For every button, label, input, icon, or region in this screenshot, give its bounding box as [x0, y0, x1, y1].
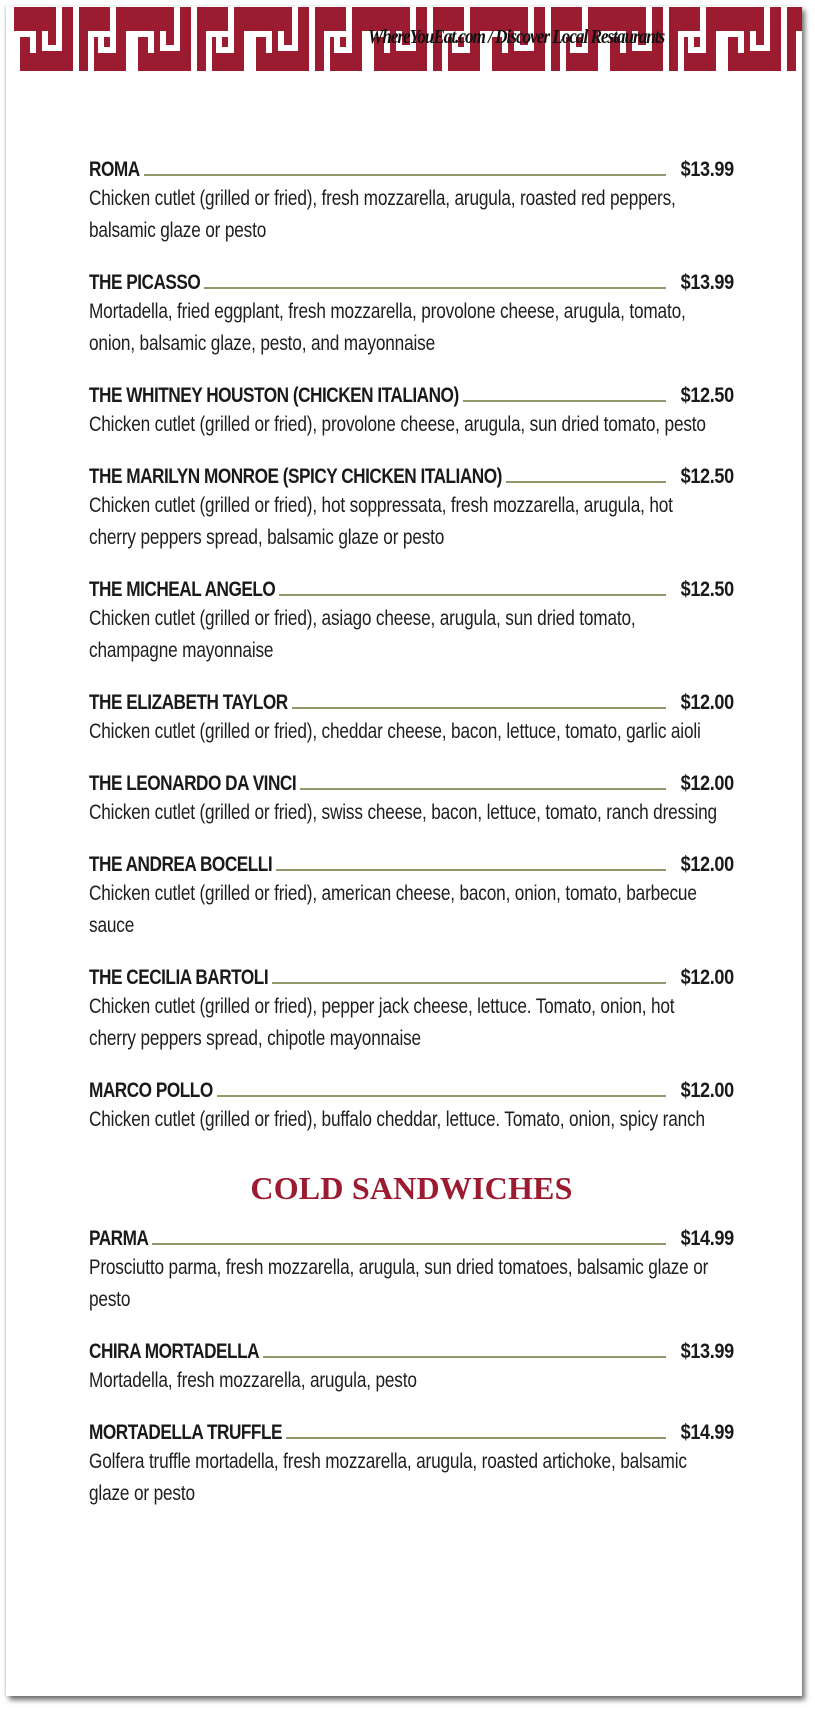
- leader-line: [144, 174, 667, 176]
- item-price: $13.99: [680, 271, 734, 294]
- item-name: MORTADELLA TRUFFLE: [89, 1421, 282, 1444]
- menu-item: [89, 1073, 734, 1136]
- leader-line: [279, 594, 666, 596]
- item-name: MARCO POLLO: [89, 1079, 213, 1102]
- leader-line: [286, 1437, 666, 1439]
- menu-item: [89, 152, 734, 247]
- item-description: Mortadella, fresh mozzarella, arugula, pesto: [89, 1369, 417, 1392]
- menu-content: [89, 152, 734, 1528]
- item-description: Golfera truffle mortadella, fresh mozzarella, arugula, roasted artichoke, balsamic glaze or pesto: [89, 1450, 687, 1505]
- item-description: Chicken cutlet (grilled or fried), cheddar cheese, bacon, lettuce, tomato, garlic aioli: [89, 720, 701, 743]
- item-description: Chicken cutlet (grilled or fried), provolone cheese, arugula, sun dried tomato, pesto: [89, 413, 706, 436]
- item-name: THE ANDREA BOCELLI: [89, 853, 273, 876]
- site-watermark: WhereYouEat.com / Discover Local Restaurants: [368, 26, 665, 48]
- item-name: THE LEONARDO DA VINCI: [89, 772, 297, 795]
- menu-page: [6, 6, 802, 1696]
- menu-item: [89, 685, 734, 748]
- menu-item: [89, 459, 734, 554]
- item-description: Chicken cutlet (grilled or fried), fresh mozzarella, arugula, roasted red peppers, balsamic glaze or pesto: [89, 187, 676, 242]
- menu-item-header: [89, 847, 734, 877]
- leader-line: [463, 400, 666, 402]
- item-price: $12.50: [680, 465, 734, 488]
- item-name: PARMA: [89, 1227, 149, 1250]
- item-description: Chicken cutlet (grilled or fried), pepper jack cheese, lettuce. Tomato, onion, hot cherry peppers spread, chipotle mayonnaise: [89, 995, 675, 1050]
- leader-line: [272, 982, 666, 984]
- leader-line: [204, 287, 666, 289]
- item-description: Prosciutto parma, fresh mozzarella, arugula, sun dried tomatoes, balsamic glaze or pesto: [89, 1256, 709, 1311]
- item-name: THE MARILYN MONROE (SPICY CHICKEN ITALIANO): [89, 465, 502, 488]
- item-price: $12.50: [680, 578, 734, 601]
- menu-item-header: [89, 1221, 734, 1251]
- menu-item: [89, 847, 734, 942]
- menu-item-header: [89, 152, 734, 182]
- item-price: $12.00: [680, 966, 734, 989]
- item-name: CHIRA MORTADELLA: [89, 1340, 260, 1363]
- item-price: $12.00: [680, 1079, 734, 1102]
- menu-item: [89, 1221, 734, 1316]
- menu-item: [89, 378, 734, 441]
- menu-item: [89, 572, 734, 667]
- menu-item-header: [89, 572, 734, 602]
- item-name: THE WHITNEY HOUSTON (CHICKEN ITALIANO): [89, 384, 459, 407]
- item-price: $12.00: [680, 853, 734, 876]
- item-description: Chicken cutlet (grilled or fried), hot soppressata, fresh mozzarella, arugula, hot cherry peppers spread, balsamic glaze or pesto: [89, 494, 673, 549]
- menu-item-header: [89, 766, 734, 796]
- menu-item-header: [89, 459, 734, 489]
- menu-item-header: [89, 265, 734, 295]
- section-title: COLD SANDWICHES: [250, 1170, 573, 1206]
- menu-item: [89, 960, 734, 1055]
- item-price: $14.99: [680, 1227, 734, 1250]
- leader-line: [217, 1095, 666, 1097]
- item-name: THE CECILIA BARTOLI: [89, 966, 269, 989]
- item-name: THE ELIZABETH TAYLOR: [89, 691, 288, 714]
- menu-item: [89, 1334, 734, 1397]
- leader-line: [506, 481, 666, 483]
- leader-line: [152, 1243, 666, 1245]
- item-description: Chicken cutlet (grilled or fried), asiago cheese, arugula, sun dried tomato, champagne mayonnaise: [89, 607, 636, 662]
- menu-item-header: [89, 378, 734, 408]
- menu-item-header: [89, 1415, 734, 1445]
- item-name: ROMA: [89, 158, 140, 181]
- item-name: THE PICASSO: [89, 271, 201, 294]
- menu-item: [89, 1415, 734, 1510]
- item-price: $13.99: [680, 158, 734, 181]
- item-description: Mortadella, fried eggplant, fresh mozzarella, provolone cheese, arugula, tomato, onion, balsamic glaze, pesto, and mayonnaise: [89, 300, 686, 355]
- item-price: $12.50: [680, 384, 734, 407]
- menu-section: [89, 1170, 734, 1510]
- item-price: $12.00: [680, 691, 734, 714]
- menu-item-header: [89, 685, 734, 715]
- leader-line: [300, 788, 666, 790]
- item-price: $14.99: [680, 1421, 734, 1444]
- menu-item-header: [89, 1073, 734, 1103]
- item-description: Chicken cutlet (grilled or fried), buffalo cheddar, lettuce. Tomato, onion, spicy ranch: [89, 1108, 705, 1131]
- leader-line: [292, 707, 666, 709]
- menu-item-header: [89, 1334, 734, 1364]
- leader-line: [263, 1356, 666, 1358]
- item-description: Chicken cutlet (grilled or fried), swiss cheese, bacon, lettuce, tomato, ranch dressing: [89, 801, 717, 824]
- item-price: $13.99: [680, 1340, 734, 1363]
- item-name: THE MICHEAL ANGELO: [89, 578, 276, 601]
- menu-section: [89, 152, 734, 1136]
- menu-item: [89, 766, 734, 829]
- menu-item: [89, 265, 734, 360]
- leader-line: [276, 869, 666, 871]
- item-description: Chicken cutlet (grilled or fried), american cheese, bacon, onion, tomato, barbecue sauce: [89, 882, 697, 937]
- menu-item-header: [89, 960, 734, 990]
- item-price: $12.00: [680, 772, 734, 795]
